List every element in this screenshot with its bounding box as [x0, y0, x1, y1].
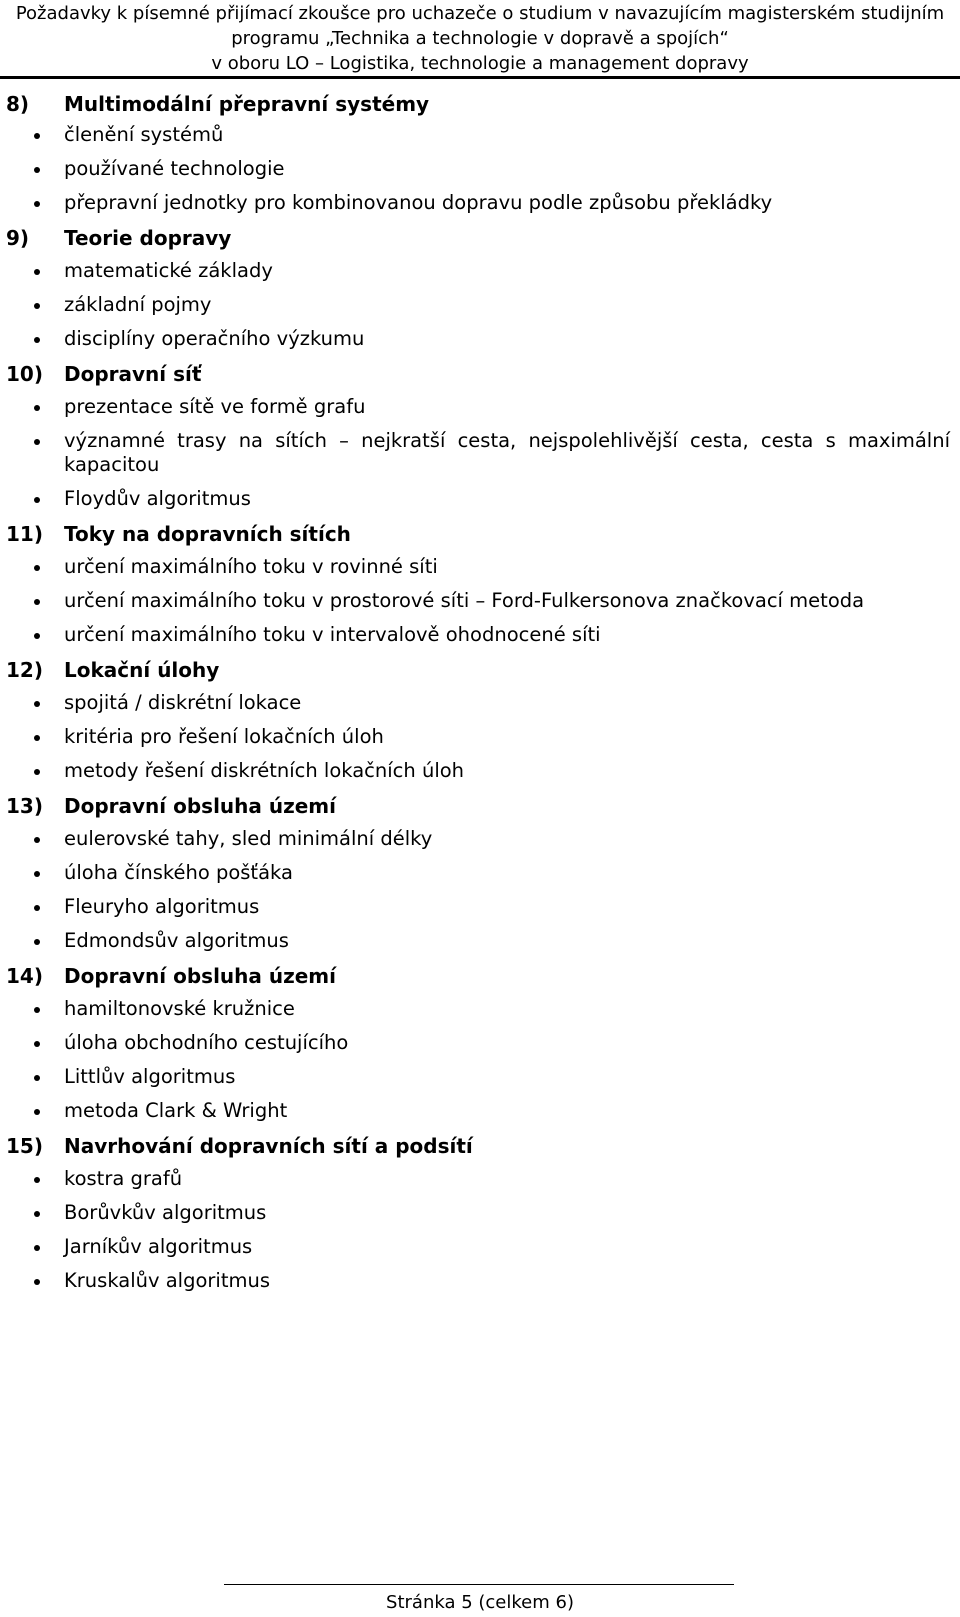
list-item-text: Floydův algoritmus — [64, 487, 251, 510]
bullet-icon — [34, 871, 40, 877]
page-number: Stránka 5 (celkem 6) — [386, 1592, 574, 1613]
section-items — [0, 686, 960, 788]
list-item-text: úloha čínského pošťáka — [64, 861, 293, 884]
list-item-text: Borůvkův algoritmus — [64, 1201, 267, 1224]
section-12 — [0, 652, 960, 788]
header-line-3: v oboru LO – Logistika, technologie a management dopravy — [211, 53, 749, 74]
list-item-text: spojitá / diskrétní lokace — [64, 691, 302, 714]
list-item — [0, 1162, 960, 1196]
section-items — [0, 822, 960, 958]
page-header — [0, 0, 960, 76]
list-item — [0, 992, 960, 1026]
list-item-text: metody řešení diskrétních lokačních úloh — [64, 759, 465, 782]
section-number: 15) — [6, 1134, 43, 1158]
list-item — [0, 584, 960, 618]
list-item-text: členění systémů — [64, 123, 224, 146]
list-item-text: určení maximálního toku v prostorové síti – Ford-Fulkersonova značkovací metoda — [64, 589, 865, 612]
section-heading — [0, 788, 960, 822]
bullet-icon — [34, 1075, 40, 1081]
header-line-1: Požadavky k písemné přijímací zkoušce pro uchazeče o studium v navazujícím magisterském studijním — [15, 3, 945, 24]
bullet-icon — [34, 565, 40, 571]
list-item — [0, 550, 960, 584]
bullet-icon — [34, 1007, 40, 1013]
section-title: Multimodální přepravní systémy — [64, 92, 430, 116]
section-title: Dopravní síť — [64, 362, 202, 386]
section-13 — [0, 788, 960, 958]
section-number: 11) — [6, 522, 43, 546]
section-10 — [0, 356, 960, 516]
section-14 — [0, 958, 960, 1128]
list-item — [0, 424, 960, 482]
section-heading — [0, 220, 960, 254]
list-item-text: přepravní jednotky pro kombinovanou dopravu podle způsobu překládky — [64, 191, 773, 214]
section-heading — [0, 516, 960, 550]
list-item — [0, 390, 960, 424]
section-items — [0, 390, 960, 516]
list-item — [0, 1264, 960, 1298]
bullet-icon — [34, 167, 40, 173]
bullet-icon — [34, 303, 40, 309]
section-11 — [0, 516, 960, 652]
section-title: Dopravní obsluha území — [64, 964, 337, 988]
list-item-text: metoda Clark & Wright — [64, 1099, 288, 1122]
section-8 — [0, 88, 960, 220]
list-item-text: základní pojmy — [64, 293, 212, 316]
list-item — [0, 118, 960, 152]
section-heading — [0, 1128, 960, 1162]
list-item-text: eulerovské tahy, sled minimální délky — [64, 827, 433, 850]
list-item — [0, 856, 960, 890]
list-item — [0, 754, 960, 788]
list-item — [0, 618, 960, 652]
list-item-text: úloha obchodního cestujícího — [64, 1031, 349, 1054]
bullet-icon — [34, 201, 40, 207]
list-item — [0, 152, 960, 186]
bullet-icon — [34, 701, 40, 707]
list-item — [0, 1230, 960, 1264]
section-items — [0, 254, 960, 356]
list-item-text: používané technologie — [64, 157, 285, 180]
footer-divider — [224, 1584, 734, 1585]
section-title: Toky na dopravních sítích — [64, 522, 351, 546]
bullet-icon — [34, 405, 40, 411]
bullet-icon — [34, 939, 40, 945]
list-item-text: disciplíny operačního výzkumu — [64, 327, 365, 350]
list-item — [0, 924, 960, 958]
bullet-icon — [34, 497, 40, 503]
list-item-text: kritéria pro řešení lokačních úloh — [64, 725, 384, 748]
section-number: 9) — [6, 226, 30, 250]
section-title: Dopravní obsluha území — [64, 794, 337, 818]
section-number: 12) — [6, 658, 43, 682]
section-heading — [0, 958, 960, 992]
section-items — [0, 118, 960, 220]
bullet-icon — [34, 1041, 40, 1047]
list-item-text: Littlův algoritmus — [64, 1065, 236, 1088]
bullet-icon — [34, 1177, 40, 1183]
bullet-icon — [34, 133, 40, 139]
list-item — [0, 1196, 960, 1230]
bullet-icon — [34, 905, 40, 911]
list-item — [0, 1026, 960, 1060]
list-item — [0, 186, 960, 220]
list-item — [0, 254, 960, 288]
list-item-text: prezentace sítě ve formě grafu — [64, 395, 366, 418]
bullet-icon — [34, 769, 40, 775]
section-number: 10) — [6, 362, 43, 386]
list-item — [0, 1060, 960, 1094]
list-item — [0, 322, 960, 356]
section-9 — [0, 220, 960, 356]
bullet-icon — [34, 1211, 40, 1217]
section-number: 13) — [6, 794, 43, 818]
list-item-text: významné trasy na sítích – nejkratší cesta, nejspolehlivější cesta, cesta s maximální kapacitou — [64, 429, 950, 476]
bullet-icon — [34, 633, 40, 639]
list-item — [0, 686, 960, 720]
section-items — [0, 1162, 960, 1298]
section-number: 14) — [6, 964, 43, 988]
bullet-icon — [34, 1245, 40, 1251]
list-item — [0, 1094, 960, 1128]
section-heading — [0, 652, 960, 686]
list-item-text: hamiltonovské kružnice — [64, 997, 295, 1020]
list-item-text: určení maximálního toku v intervalově ohodnocené síti — [64, 623, 601, 646]
list-item — [0, 288, 960, 322]
bullet-icon — [34, 599, 40, 605]
list-item-text: Edmondsův algoritmus — [64, 929, 289, 952]
list-item — [0, 482, 960, 516]
header-line-2: programu „Technika a technologie v dopravě a spojích“ — [231, 28, 729, 49]
section-title: Lokační úlohy — [64, 658, 220, 682]
list-item-text: kostra grafů — [64, 1167, 183, 1190]
list-item — [0, 822, 960, 856]
list-item-text: matematické základy — [64, 259, 273, 282]
bullet-icon — [34, 837, 40, 843]
list-item-text: Fleuryho algoritmus — [64, 895, 260, 918]
section-heading — [0, 88, 960, 118]
bullet-icon — [34, 269, 40, 275]
bullet-icon — [34, 1109, 40, 1115]
bullet-icon — [34, 439, 40, 445]
section-number: 8) — [6, 92, 30, 116]
section-items — [0, 992, 960, 1128]
list-item-text: Jarníkův algoritmus — [64, 1235, 253, 1258]
section-title: Teorie dopravy — [64, 226, 232, 250]
list-item — [0, 720, 960, 754]
list-item-text: určení maximálního toku v rovinné síti — [64, 555, 438, 578]
requirements-list — [0, 88, 960, 1298]
section-title: Navrhování dopravních sítí a podsítí — [64, 1134, 473, 1158]
list-item — [0, 890, 960, 924]
section-heading — [0, 356, 960, 390]
bullet-icon — [34, 1279, 40, 1285]
bullet-icon — [34, 337, 40, 343]
section-items — [0, 550, 960, 652]
bullet-icon — [34, 735, 40, 741]
section-15 — [0, 1128, 960, 1298]
header-divider — [0, 76, 960, 79]
list-item-text: Kruskalův algoritmus — [64, 1269, 271, 1292]
